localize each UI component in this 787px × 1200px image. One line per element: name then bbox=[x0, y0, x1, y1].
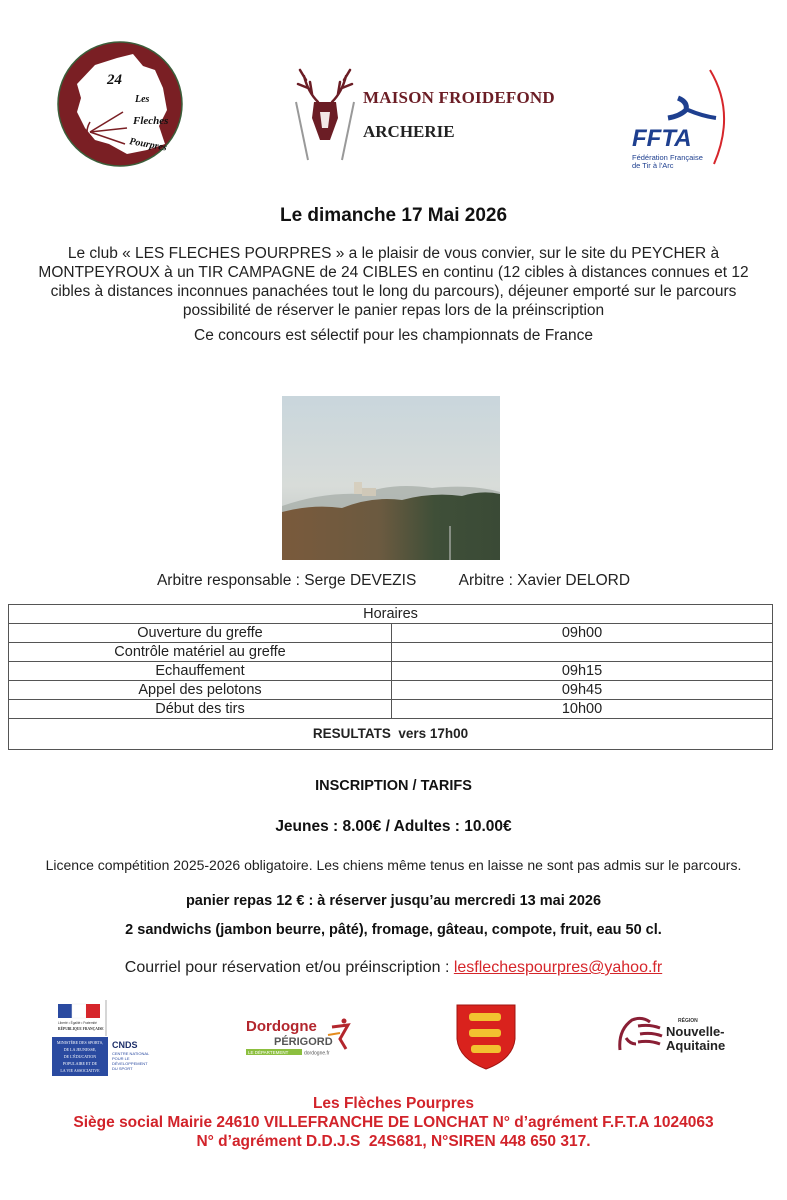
cnds-sub-line: DÉVELOPPEMENT bbox=[112, 1061, 148, 1066]
lion-icon bbox=[469, 1013, 501, 1053]
schedule-label: Ouverture du greffe bbox=[9, 624, 392, 643]
ministere-box-line: DE LA JEUNESSE, bbox=[63, 1047, 97, 1052]
ffta-acronym: FFTA bbox=[632, 125, 692, 152]
region-line2: Aquitaine bbox=[666, 1038, 726, 1053]
dordogne-site: dordogne.fr bbox=[304, 1050, 330, 1057]
contact-line bbox=[0, 959, 787, 977]
lion-head-icon bbox=[620, 1018, 662, 1050]
results-row bbox=[9, 719, 773, 750]
schedule-table bbox=[8, 604, 773, 750]
cnds-sub-line: POUR LE bbox=[112, 1056, 130, 1061]
dordogne-sub: PÉRIGORD bbox=[274, 1036, 333, 1048]
table-row bbox=[9, 681, 773, 700]
schedule-header-row bbox=[9, 605, 773, 624]
footer-address: Siège social Mairie 24610 VILLEFRANCHE DE LONCHAT N° d’agrément F.F.T.A 1024063 bbox=[73, 1114, 714, 1131]
selective-notice: Ce concours est sélectif pour les championnats de France bbox=[194, 327, 593, 344]
maison-name: MAISON FROIDEFOND bbox=[363, 88, 555, 107]
table-row bbox=[9, 624, 773, 643]
ffta-line2: de Tir à l'Arc bbox=[632, 161, 674, 170]
cnds-sub-line: DU SPORT bbox=[112, 1066, 133, 1071]
stag-icon bbox=[290, 62, 360, 162]
schedule-label: Contrôle matériel au greffe bbox=[9, 643, 392, 662]
footer bbox=[0, 1094, 787, 1151]
meal-basket-info: panier repas 12 € : à réserver jusqu’au mercredi 13 mai 2026 bbox=[185, 893, 602, 909]
club-logo-number: 24 bbox=[107, 72, 122, 88]
club-logo-line1: Les bbox=[135, 94, 150, 105]
ffta-line1: Fédération Française bbox=[632, 153, 703, 162]
meal-basket-menu: 2 sandwichs (jambon beurre, pâté), fromage, gâteau, compote, fruit, eau 50 cl. bbox=[125, 922, 662, 938]
footer-club-name: Les Flèches Pourpres bbox=[312, 1095, 475, 1112]
maison-subtitle: ARCHERIE bbox=[363, 122, 455, 141]
schedule-label: Début des tirs bbox=[9, 700, 392, 719]
table-row bbox=[9, 700, 773, 719]
results-time: RESULTATS vers 17h00 bbox=[9, 719, 773, 750]
ffta-logo bbox=[628, 68, 738, 178]
schedule-time bbox=[392, 643, 773, 662]
region-line1: Nouvelle- bbox=[666, 1024, 725, 1039]
prices: Jeunes : 8.00€ / Adultes : 10.00€ bbox=[275, 818, 512, 835]
licence-notice: Licence compétition 2025-2026 obligatoire. Les chiens même tenus en laisse ne sont pas admis sur le parcours. bbox=[45, 857, 742, 873]
table-row bbox=[9, 643, 773, 662]
schedule-label: Echauffement bbox=[9, 662, 392, 681]
intro-line: MONTPEYROUX à un TIR CAMPAGNE de 24 CIBLES en continu (12 cibles à distances connues et 12 bbox=[38, 264, 749, 281]
ministere-motto: Liberté • Égalité • Fraternité bbox=[58, 1021, 97, 1025]
ministere-box-line: POPULAIRE ET DE bbox=[62, 1061, 98, 1066]
venue-photo bbox=[282, 396, 500, 560]
ministere-rf: RÉPUBLIQUE FRANÇAISE bbox=[58, 1027, 104, 1031]
club-logo-line2: Fleches bbox=[133, 115, 169, 127]
inscription-title: INSCRIPTION / TARIFS bbox=[315, 778, 472, 794]
dordogne-name: Dordogne bbox=[246, 1018, 317, 1035]
normandie-coat-of-arms bbox=[455, 1003, 517, 1071]
schedule-time: 09h15 bbox=[392, 662, 773, 681]
maison-froidefond-logo bbox=[290, 62, 550, 162]
club-logo-line3: Pourpres bbox=[128, 136, 168, 154]
schedule-time: 09h45 bbox=[392, 681, 773, 700]
ministere-box-line: DE L'ÉDUCATION bbox=[63, 1054, 97, 1059]
event-intro bbox=[10, 244, 777, 320]
intro-line: cibles à distances inconnues panachées tout le long du parcours), déjeuner emporté sur le parcours bbox=[50, 283, 737, 300]
referee-second: Arbitre : Xavier DELORD bbox=[458, 572, 631, 589]
ministere-box-line: MINISTÈRE DES SPORTS, bbox=[56, 1040, 104, 1045]
intro-line: Le club « LES FLECHES POURPRES » a le plaisir de vous convier, sur le site du PEYCHER à bbox=[67, 245, 720, 262]
cnds-label: CNDS bbox=[112, 1040, 138, 1050]
referees bbox=[0, 572, 787, 590]
event-date-title: Le dimanche 17 Mai 2026 bbox=[279, 205, 508, 226]
footer-registration: N° d’agrément D.D.J.S 24S681, N°SIREN 448 650 317. bbox=[196, 1133, 591, 1150]
schedule-title: Horaires bbox=[9, 605, 773, 624]
table-row bbox=[9, 662, 773, 681]
club-logo bbox=[55, 40, 185, 168]
dordogne-bar: LE DÉPARTEMENT bbox=[248, 1050, 289, 1055]
ministere-box-line: LA VIE ASSOCIATIVE bbox=[60, 1068, 100, 1073]
schedule-time: 10h00 bbox=[392, 700, 773, 719]
contact-email-link[interactable]: lesflechespourpres@yahoo.fr bbox=[453, 959, 663, 976]
ministere-sports-cnds-logo bbox=[50, 1000, 170, 1080]
schedule-time: 09h00 bbox=[392, 624, 773, 643]
schedule-label: Appel des pelotons bbox=[9, 681, 392, 700]
nouvelle-aquitaine-logo bbox=[616, 1010, 746, 1060]
contact-label: Courriel pour réservation et/ou préinscription : bbox=[124, 959, 454, 976]
cnds-sub-line: CENTRE NATIONAL bbox=[112, 1051, 150, 1056]
region-label: RÉGION bbox=[678, 1018, 698, 1024]
dordogne-perigord-logo bbox=[244, 1015, 354, 1060]
intro-line: possibilité de réserver le panier repas lors de la préinscription bbox=[182, 302, 605, 319]
referee-main: Arbitre responsable : Serge DEVEZIS bbox=[156, 572, 417, 589]
